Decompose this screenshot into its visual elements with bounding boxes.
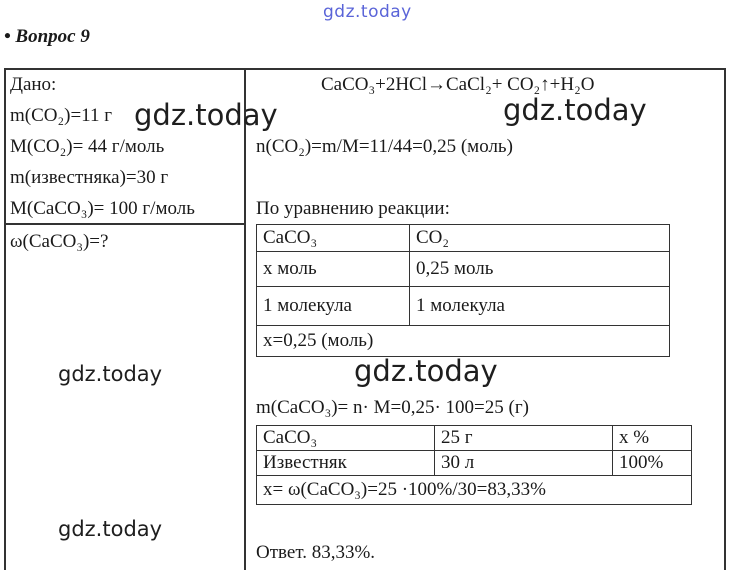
reaction-equation: CaCO₃+2HCl→CaCl₂+ CO₂↑+H₂O <box>321 74 595 95</box>
table-cell: Известняк <box>257 451 435 476</box>
table-row <box>257 451 692 476</box>
frame-left <box>4 68 6 570</box>
percent-table <box>256 425 692 505</box>
watermark-given: gdz.today <box>134 98 278 132</box>
table-cell: 30 л <box>435 451 613 476</box>
frame-top <box>4 68 726 70</box>
watermark-solution-middle: gdz.today <box>354 354 498 388</box>
table-row <box>257 287 670 326</box>
table-row <box>257 426 692 451</box>
table-cell: 1 молекула <box>410 287 670 326</box>
given-title: Дано: <box>10 74 57 95</box>
given-molar-mass-caco3: M(CaCO₃)= 100 г/моль <box>10 198 195 219</box>
watermark-top: gdz.today <box>323 2 412 22</box>
watermark-left-middle: gdz.today <box>58 362 163 386</box>
by-equation-label: По уравнению реакции: <box>256 198 450 219</box>
moles-co2: n(CO₂)=m/M=11/44=0,25 (моль) <box>256 136 513 157</box>
table-row <box>257 476 692 505</box>
watermark-solution-top: gdz.today <box>503 93 647 127</box>
given-divider <box>4 223 245 225</box>
table-cell: CO₂ <box>410 225 670 252</box>
answer: Ответ. 83,33%. <box>256 542 376 563</box>
table-cell: 0,25 моль <box>410 252 670 287</box>
table-cell: x моль <box>257 252 410 287</box>
given-molar-mass-co2: M(CO₂)= 44 г/моль <box>10 136 165 157</box>
table-cell: 100% <box>613 451 692 476</box>
table-cell: x=0,25 (моль) <box>257 326 670 357</box>
table-cell: x= ω(CaCO₃)=25 ·100%/30=83,33% <box>257 476 692 505</box>
ratio-table <box>256 224 670 357</box>
table-cell: 25 г <box>435 426 613 451</box>
find-fraction: ω(CaCO₃)=? <box>10 231 109 252</box>
table-cell: CaCO₃ <box>257 426 435 451</box>
table-cell: 1 молекула <box>257 287 410 326</box>
table-row <box>257 252 670 287</box>
table-cell: x % <box>613 426 692 451</box>
table-cell: CaCO₃ <box>257 225 410 252</box>
question-heading: • Вопрос 9 <box>4 26 90 47</box>
given-mass-co2: m(CO₂)=11 г <box>10 105 113 126</box>
frame-divider-vertical <box>244 68 246 570</box>
frame-right <box>724 68 726 570</box>
given-mass-limestone: m(известняка)=30 г <box>10 167 169 188</box>
table-row <box>257 326 670 357</box>
mass-caco3: m(CaCO₃)= n· M=0,25· 100=25 (г) <box>256 397 529 418</box>
table-row <box>257 225 670 252</box>
watermark-left-bottom: gdz.today <box>58 517 163 541</box>
